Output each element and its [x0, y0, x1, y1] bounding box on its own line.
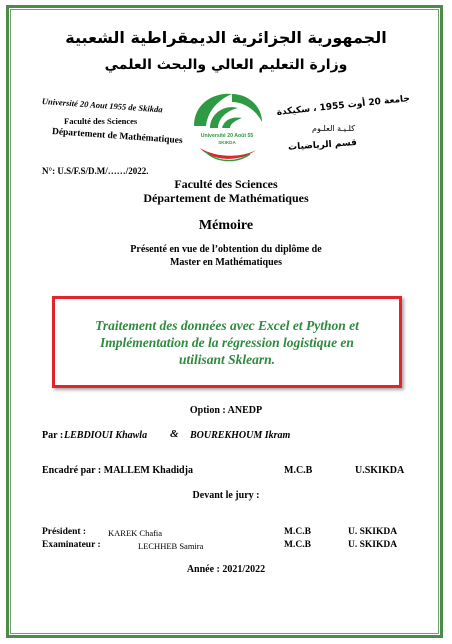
- presented-line-1: Présenté en vue de l’obtention du diplôme de: [130, 244, 322, 255]
- university-name-fr: Université 20 Aout 1955 de Skikda: [41, 96, 163, 115]
- department-name: Département de Mathématiques: [143, 191, 309, 205]
- authors-label: Par :: [42, 430, 64, 441]
- department-name-fr-small: Département de Mathématiques: [51, 127, 183, 147]
- author-2: BOUREKHOUM Ikram: [190, 430, 291, 441]
- jury-university-examiner: U. SKIKDA: [348, 540, 398, 550]
- thesis-title-box: [52, 296, 402, 388]
- author-1: LEBDIOUI Khawla: [64, 430, 148, 441]
- university-logo-icon: [186, 88, 268, 168]
- arabic-republic-heading: الجمهورية الجزائرية الديمقراطية الشعبية: [65, 28, 387, 47]
- academic-year: Année : 2021/2022: [186, 564, 266, 575]
- jury-role-president: Président :: [42, 527, 87, 537]
- jury-title: Devant le jury :: [192, 490, 260, 501]
- thesis-title-line-1: Traitement des données avec Excel et Python et: [95, 317, 359, 333]
- arabic-ministry-heading: وزارة التعليم العالي والبحث العلمي: [104, 57, 348, 73]
- reference-number: N°: U.S/F.S/D.M/……/2022.: [42, 166, 149, 176]
- jury-name-president: KAREK Chafia: [108, 528, 163, 538]
- supervisor-university: U.SKIKDA: [355, 465, 405, 476]
- jury-university-president: U. SKIKDA: [348, 527, 398, 537]
- authors-ampersand: &: [170, 428, 179, 440]
- presented-line-2: Master en Mathématiques: [169, 257, 283, 268]
- supervisor-grade: M.C.B: [284, 465, 313, 476]
- university-name-ar: جامعة 20 أوت 1955 ، سكيكدة: [276, 94, 411, 118]
- jury-grade-examiner: M.C.B: [284, 540, 311, 550]
- supervisor-line: Encadré par : MALLEM Khadidja: [42, 465, 193, 476]
- logo-university-text: Université 20 Août 55: [200, 133, 254, 139]
- thesis-title-line-2: Implémentation de la régression logistique en: [100, 334, 354, 350]
- jury-name-examiner: LECHHEB Samira: [138, 541, 204, 551]
- logo-city-text: SKIKDA: [218, 140, 236, 145]
- faculty-name: Faculté des Sciences: [174, 177, 278, 191]
- option-line: Option : ANEDP: [189, 405, 263, 416]
- department-name-ar: قسم الرياضيات: [287, 138, 358, 153]
- jury-role-examiner: Examinateur :: [42, 540, 101, 550]
- faculty-name-fr-small: Faculté des Sciences: [64, 116, 138, 126]
- thesis-title-line-3: utilisant Sklearn.: [178, 351, 276, 367]
- faculty-name-ar: كلـيـة العلـوم: [312, 124, 355, 133]
- jury-grade-president: M.C.B: [284, 527, 311, 537]
- document-type: Mémoire: [198, 218, 254, 233]
